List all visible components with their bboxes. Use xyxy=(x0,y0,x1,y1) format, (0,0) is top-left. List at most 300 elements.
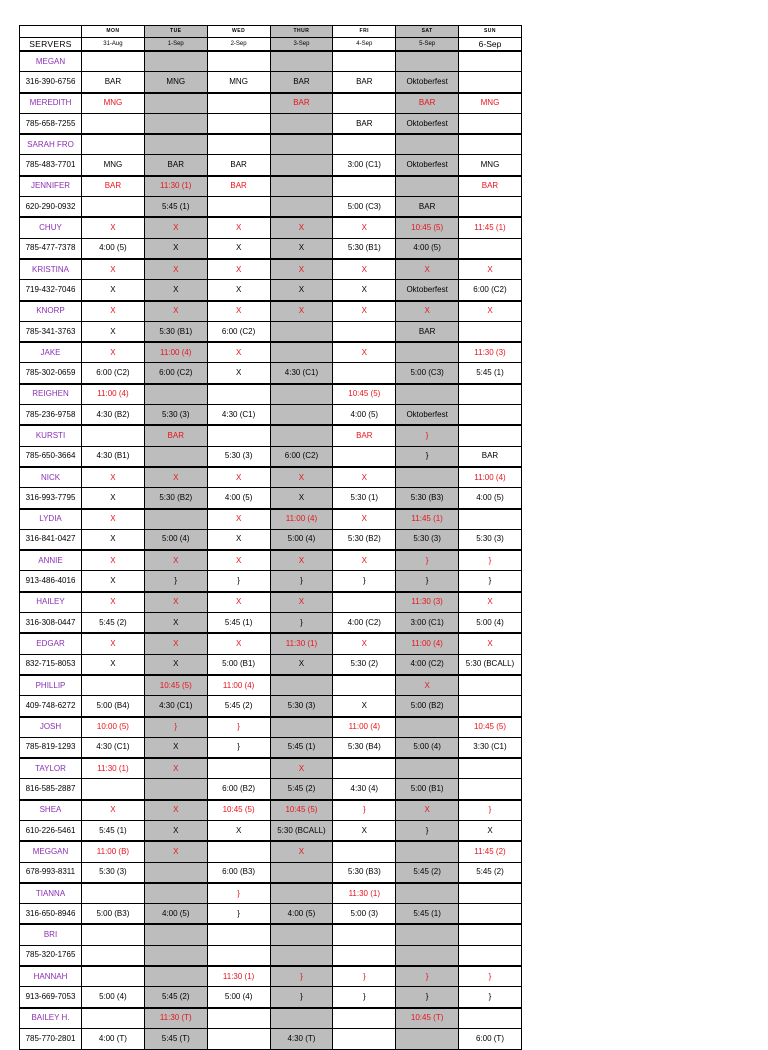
shift-cell: 4:00 (5) xyxy=(82,238,145,259)
shift-cell: X xyxy=(82,321,145,342)
shift-cell xyxy=(82,197,145,218)
shift-cell: 10:45 (5) xyxy=(207,800,270,821)
shift-cell: 4:30 (C1) xyxy=(270,363,333,384)
shift-cell xyxy=(459,758,522,779)
shift-cell xyxy=(207,945,270,966)
server-phone-row xyxy=(20,321,522,342)
shift-cell: X xyxy=(270,592,333,613)
shift-cell: X xyxy=(207,467,270,488)
server-phone: 678-993-8311 xyxy=(20,862,82,883)
shift-cell: 5:45 (1) xyxy=(396,904,459,925)
date-row xyxy=(20,38,522,52)
shift-cell: X xyxy=(270,259,333,280)
shift-cell: 5:30 (3) xyxy=(144,405,207,426)
shift-cell xyxy=(144,93,207,114)
shift-cell: 5:30 (B4) xyxy=(333,737,396,758)
shift-cell xyxy=(459,904,522,925)
shift-cell xyxy=(333,1008,396,1029)
shift-cell: 5:45 (1) xyxy=(144,197,207,218)
shift-cell: 11:30 (1) xyxy=(82,758,145,779)
shift-cell xyxy=(459,1008,522,1029)
shift-cell xyxy=(144,384,207,405)
shift-cell: BAR xyxy=(207,176,270,197)
shift-cell: X xyxy=(270,301,333,322)
shift-cell: MNG xyxy=(459,93,522,114)
shift-cell: 11:00 (4) xyxy=(396,633,459,654)
shift-cell: X xyxy=(82,342,145,363)
server-name: REIGHEN xyxy=(20,384,82,405)
shift-cell: 11:45 (1) xyxy=(459,217,522,238)
shift-cell: X xyxy=(207,363,270,384)
shift-cell: X xyxy=(333,259,396,280)
server-name-row xyxy=(20,301,522,322)
server-name: KURSTI xyxy=(20,425,82,446)
shift-cell xyxy=(459,779,522,800)
server-phone: 785-320-1765 xyxy=(20,945,82,966)
shift-cell: X xyxy=(207,238,270,259)
shift-cell: X xyxy=(207,633,270,654)
shift-cell: X xyxy=(270,550,333,571)
shift-cell: X xyxy=(270,217,333,238)
shift-cell: 4:00 (5) xyxy=(333,405,396,426)
shift-cell: } xyxy=(459,571,522,592)
shift-cell: 5:30 (3) xyxy=(82,862,145,883)
shift-cell xyxy=(144,883,207,904)
shift-cell: X xyxy=(207,301,270,322)
shift-cell xyxy=(459,321,522,342)
shift-cell: BAR xyxy=(270,93,333,114)
shift-cell xyxy=(207,1008,270,1029)
shift-cell: 5:30 (B3) xyxy=(333,862,396,883)
shift-cell xyxy=(459,113,522,134)
shift-cell: X xyxy=(82,280,145,301)
schedule-body xyxy=(20,51,522,1049)
server-name: SHEA xyxy=(20,800,82,821)
shift-cell: 5:30 (3) xyxy=(396,529,459,550)
server-phone: 785-819-1293 xyxy=(20,737,82,758)
server-phone: 610-226-5461 xyxy=(20,820,82,841)
shift-cell: } xyxy=(459,987,522,1008)
server-phone: 620-290-0932 xyxy=(20,197,82,218)
shift-cell: 10:45 (5) xyxy=(396,217,459,238)
server-name-row xyxy=(20,51,522,72)
shift-cell: 6:00 (C2) xyxy=(82,363,145,384)
shift-cell: X xyxy=(82,571,145,592)
shift-cell: BAR xyxy=(459,176,522,197)
day-abbr: THUR xyxy=(270,26,333,38)
shift-cell xyxy=(459,238,522,259)
shift-cell: 6:00 (C2) xyxy=(270,446,333,467)
shift-cell: 11:00 (B) xyxy=(82,841,145,862)
shift-cell: 11:30 (1) xyxy=(207,966,270,987)
shift-cell: 6:00 (C2) xyxy=(207,321,270,342)
shift-cell: BAR xyxy=(333,113,396,134)
server-name-row xyxy=(20,1008,522,1029)
shift-cell: X xyxy=(333,550,396,571)
shift-cell: } xyxy=(396,966,459,987)
shift-cell: } xyxy=(144,571,207,592)
shift-cell: MNG xyxy=(82,93,145,114)
shift-cell: X xyxy=(396,675,459,696)
shift-cell xyxy=(270,675,333,696)
shift-cell xyxy=(396,945,459,966)
server-name: KRISTINA xyxy=(20,259,82,280)
shift-cell xyxy=(82,966,145,987)
shift-cell: 11:45 (1) xyxy=(396,509,459,530)
day-abbr: MON xyxy=(82,26,145,38)
shift-cell: } xyxy=(459,550,522,571)
shift-cell xyxy=(144,51,207,72)
shift-cell: 4:00 (C2) xyxy=(396,654,459,675)
shift-cell: 4:00 (T) xyxy=(82,1028,145,1049)
shift-cell: 11:30 (3) xyxy=(459,342,522,363)
shift-cell xyxy=(333,924,396,945)
shift-cell xyxy=(207,841,270,862)
shift-cell: 10:45 (5) xyxy=(333,384,396,405)
shift-cell: 5:00 (4) xyxy=(396,737,459,758)
shift-cell: 11:00 (4) xyxy=(207,675,270,696)
shift-cell xyxy=(144,966,207,987)
shift-cell xyxy=(270,113,333,134)
shift-cell: 5:00 (4) xyxy=(144,529,207,550)
shift-cell: X xyxy=(396,259,459,280)
day-abbr: FRI xyxy=(333,26,396,38)
server-name-row xyxy=(20,217,522,238)
server-phone: 785-341-3763 xyxy=(20,321,82,342)
shift-cell: 5:00 (C3) xyxy=(396,363,459,384)
server-name-row xyxy=(20,134,522,155)
server-name: MEGGAN xyxy=(20,841,82,862)
server-name: KNORP xyxy=(20,301,82,322)
shift-cell: 11:30 (1) xyxy=(270,633,333,654)
shift-cell: 5:30 (B1) xyxy=(144,321,207,342)
shift-cell xyxy=(207,197,270,218)
shift-cell xyxy=(144,509,207,530)
shift-cell: X xyxy=(207,342,270,363)
shift-cell xyxy=(333,363,396,384)
server-name-row xyxy=(20,800,522,821)
server-phone-row xyxy=(20,696,522,717)
server-name-row xyxy=(20,966,522,987)
shift-cell xyxy=(459,696,522,717)
server-name-row xyxy=(20,384,522,405)
shift-cell xyxy=(459,509,522,530)
shift-cell xyxy=(333,945,396,966)
shift-cell: X xyxy=(144,633,207,654)
corner-cell xyxy=(20,26,82,38)
shift-cell: } xyxy=(459,966,522,987)
shift-cell: X xyxy=(144,301,207,322)
server-name-row xyxy=(20,717,522,738)
server-name-row xyxy=(20,592,522,613)
server-name: MEGAN xyxy=(20,51,82,72)
server-phone: 785-302-0659 xyxy=(20,363,82,384)
shift-cell: X xyxy=(144,654,207,675)
shift-cell xyxy=(270,862,333,883)
shift-cell: 4:30 (B2) xyxy=(82,405,145,426)
shift-cell: 11:00 (4) xyxy=(270,509,333,530)
shift-cell: 5:45 (2) xyxy=(144,987,207,1008)
shift-cell xyxy=(270,342,333,363)
shift-cell xyxy=(82,51,145,72)
shift-cell: 11:00 (4) xyxy=(82,384,145,405)
day-date: 5-Sep xyxy=(396,38,459,52)
shift-cell: X xyxy=(144,238,207,259)
shift-cell: 6:00 (C2) xyxy=(144,363,207,384)
shift-cell: 4:30 (4) xyxy=(333,779,396,800)
shift-cell: 5:00 (B3) xyxy=(82,904,145,925)
shift-cell: X xyxy=(144,259,207,280)
shift-cell: 5:45 (1) xyxy=(459,363,522,384)
shift-cell xyxy=(396,467,459,488)
shift-cell: X xyxy=(396,800,459,821)
server-phone-row xyxy=(20,405,522,426)
shift-cell: 5:45 (1) xyxy=(82,820,145,841)
shift-cell xyxy=(459,384,522,405)
shift-cell: 4:00 (5) xyxy=(396,238,459,259)
server-phone-row xyxy=(20,238,522,259)
shift-cell: 10:45 (5) xyxy=(459,717,522,738)
shift-cell: 5:45 (1) xyxy=(270,737,333,758)
shift-cell xyxy=(82,945,145,966)
shift-cell: 4:30 (B1) xyxy=(82,446,145,467)
shift-cell xyxy=(82,1008,145,1029)
server-phone: 913-486-4016 xyxy=(20,571,82,592)
shift-cell: BAR xyxy=(144,155,207,176)
shift-cell: 4:30 (C1) xyxy=(144,696,207,717)
server-name-row xyxy=(20,93,522,114)
shift-cell: 11:30 (3) xyxy=(396,592,459,613)
shift-cell xyxy=(144,862,207,883)
shift-cell xyxy=(207,134,270,155)
shift-cell xyxy=(207,384,270,405)
shift-cell xyxy=(333,841,396,862)
shift-cell xyxy=(396,717,459,738)
server-phone: 816-585-2887 xyxy=(20,779,82,800)
shift-cell: 5:30 (3) xyxy=(459,529,522,550)
shift-cell: X xyxy=(333,280,396,301)
shift-cell: 5:00 (4) xyxy=(270,529,333,550)
day-date: 6-Sep xyxy=(459,38,522,52)
shift-cell xyxy=(144,945,207,966)
shift-cell: X xyxy=(459,633,522,654)
server-name-row xyxy=(20,758,522,779)
shift-cell: 6:00 (B2) xyxy=(207,779,270,800)
shift-cell: } xyxy=(207,883,270,904)
shift-cell: 5:00 (C3) xyxy=(333,197,396,218)
shift-cell: Oktoberfest xyxy=(396,113,459,134)
shift-cell: MNG xyxy=(459,155,522,176)
shift-cell: } xyxy=(333,800,396,821)
shift-cell: 5:00 (B2) xyxy=(396,696,459,717)
shift-cell: X xyxy=(144,613,207,634)
shift-cell xyxy=(396,841,459,862)
servers-header: SERVERS xyxy=(20,38,82,52)
server-phone-row xyxy=(20,904,522,925)
shift-cell: } xyxy=(396,571,459,592)
shift-cell xyxy=(270,384,333,405)
shift-cell: 5:00 (3) xyxy=(333,904,396,925)
shift-cell: 5:00 (B4) xyxy=(82,696,145,717)
shift-cell: BAR xyxy=(144,425,207,446)
shift-cell xyxy=(459,924,522,945)
shift-cell: 10:45 (T) xyxy=(396,1008,459,1029)
shift-cell: X xyxy=(459,592,522,613)
shift-cell: X xyxy=(333,633,396,654)
server-name: JOSH xyxy=(20,717,82,738)
shift-cell: } xyxy=(207,717,270,738)
day-abbr: WED xyxy=(207,26,270,38)
shift-cell: 11:00 (4) xyxy=(459,467,522,488)
shift-cell: 5:45 (T) xyxy=(144,1028,207,1049)
shift-cell: 5:30 (1) xyxy=(333,488,396,509)
shift-cell: X xyxy=(82,259,145,280)
shift-cell xyxy=(270,425,333,446)
server-name: MEREDITH xyxy=(20,93,82,114)
server-phone-row xyxy=(20,155,522,176)
shift-cell: } xyxy=(396,446,459,467)
shift-cell xyxy=(333,51,396,72)
shift-cell: 5:45 (2) xyxy=(396,862,459,883)
shift-cell: 5:30 (3) xyxy=(270,696,333,717)
server-phone-row xyxy=(20,654,522,675)
shift-cell: } xyxy=(459,800,522,821)
server-phone-row xyxy=(20,1028,522,1049)
server-phone: 316-650-8946 xyxy=(20,904,82,925)
shift-cell: X xyxy=(207,217,270,238)
day-date: 3-Sep xyxy=(270,38,333,52)
server-name: JENNIFER xyxy=(20,176,82,197)
shift-cell: X xyxy=(82,509,145,530)
shift-cell: X xyxy=(82,633,145,654)
shift-cell: X xyxy=(270,654,333,675)
shift-cell: 6:00 (C2) xyxy=(459,280,522,301)
shift-cell: X xyxy=(207,820,270,841)
server-phone: 316-308-0447 xyxy=(20,613,82,634)
shift-cell: X xyxy=(82,301,145,322)
server-name: BRI xyxy=(20,924,82,945)
shift-cell: 11:45 (2) xyxy=(459,841,522,862)
shift-cell xyxy=(333,592,396,613)
shift-cell: 5:45 (1) xyxy=(207,613,270,634)
shift-cell: X xyxy=(207,592,270,613)
shift-cell xyxy=(396,924,459,945)
shift-cell: X xyxy=(270,488,333,509)
shift-cell: X xyxy=(82,488,145,509)
server-phone-row xyxy=(20,613,522,634)
server-name-row xyxy=(20,550,522,571)
server-phone: 409-748-6272 xyxy=(20,696,82,717)
server-phone: 785-658-7255 xyxy=(20,113,82,134)
shift-cell: 3:00 (C1) xyxy=(333,155,396,176)
shift-cell: } xyxy=(396,987,459,1008)
shift-cell: Oktoberfest xyxy=(396,155,459,176)
shift-cell: 4:30 (C1) xyxy=(82,737,145,758)
shift-cell xyxy=(82,779,145,800)
shift-cell xyxy=(207,51,270,72)
server-phone: 316-841-0427 xyxy=(20,529,82,550)
shift-cell: X xyxy=(459,301,522,322)
shift-cell: X xyxy=(144,758,207,779)
shift-cell: 5:30 (BCALL) xyxy=(459,654,522,675)
shift-cell: BAR xyxy=(82,72,145,93)
server-name: TAYLOR xyxy=(20,758,82,779)
shift-cell: 5:30 (B2) xyxy=(333,529,396,550)
shift-cell: 10:45 (5) xyxy=(270,800,333,821)
server-phone: 913-669-7053 xyxy=(20,987,82,1008)
shift-cell xyxy=(396,758,459,779)
server-name-row xyxy=(20,259,522,280)
server-phone-row xyxy=(20,987,522,1008)
server-phone-row xyxy=(20,363,522,384)
shift-cell: 4:00 (5) xyxy=(270,904,333,925)
day-abbr-row xyxy=(20,26,522,38)
shift-cell: X xyxy=(144,550,207,571)
shift-cell: 5:30 (B3) xyxy=(396,488,459,509)
shift-cell: 6:00 (B3) xyxy=(207,862,270,883)
shift-cell: 4:30 (T) xyxy=(270,1028,333,1049)
shift-cell: X xyxy=(270,758,333,779)
shift-cell xyxy=(144,924,207,945)
server-name: HAILEY xyxy=(20,592,82,613)
server-phone: 785-650-3664 xyxy=(20,446,82,467)
server-name-row xyxy=(20,176,522,197)
shift-cell xyxy=(207,758,270,779)
server-name: JAKE xyxy=(20,342,82,363)
shift-cell: BAR xyxy=(82,176,145,197)
shift-cell xyxy=(207,425,270,446)
shift-cell xyxy=(207,113,270,134)
shift-cell: 11:30 (1) xyxy=(144,176,207,197)
day-abbr: SUN xyxy=(459,26,522,38)
shift-cell: Oktoberfest xyxy=(396,72,459,93)
shift-cell: } xyxy=(333,987,396,1008)
server-phone-row xyxy=(20,488,522,509)
server-phone-row xyxy=(20,446,522,467)
shift-cell xyxy=(82,924,145,945)
shift-cell xyxy=(459,134,522,155)
server-phone-row xyxy=(20,529,522,550)
shift-cell: 5:30 (B1) xyxy=(333,238,396,259)
shift-cell xyxy=(270,1008,333,1029)
shift-cell: 4:00 (C2) xyxy=(333,613,396,634)
shift-cell: MNG xyxy=(207,72,270,93)
shift-cell: 11:00 (4) xyxy=(144,342,207,363)
shift-cell xyxy=(459,51,522,72)
shift-cell: X xyxy=(82,217,145,238)
shift-cell xyxy=(207,924,270,945)
server-phone-row xyxy=(20,820,522,841)
shift-cell: X xyxy=(144,280,207,301)
shift-cell xyxy=(270,134,333,155)
shift-cell: X xyxy=(144,592,207,613)
server-phone-row xyxy=(20,945,522,966)
shift-cell xyxy=(144,779,207,800)
shift-cell xyxy=(270,51,333,72)
shift-cell: 4:00 (5) xyxy=(207,488,270,509)
day-date: 31-Aug xyxy=(82,38,145,52)
shift-cell: X xyxy=(270,467,333,488)
shift-cell: X xyxy=(459,259,522,280)
shift-cell: } xyxy=(396,820,459,841)
server-name: TIANNA xyxy=(20,883,82,904)
shift-cell: BAR xyxy=(459,446,522,467)
shift-cell: X xyxy=(333,696,396,717)
shift-cell xyxy=(396,384,459,405)
shift-cell: 10:00 (5) xyxy=(82,717,145,738)
server-phone-row xyxy=(20,113,522,134)
shift-cell: X xyxy=(82,592,145,613)
